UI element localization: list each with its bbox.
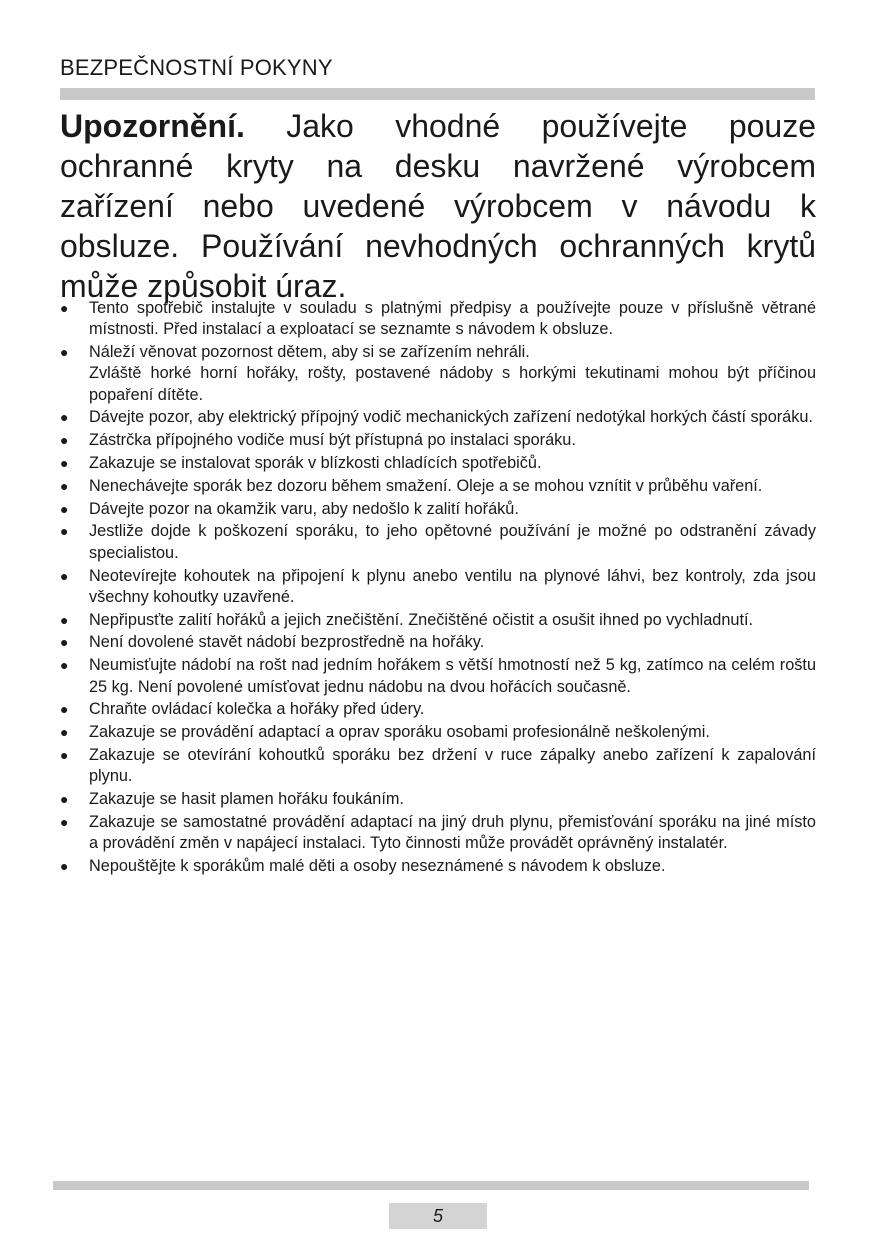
list-item-text: Zakazuje se otevírání kohoutků sporáku bez držení v ruce zápalky anebo zařízení k zapalování plynu. (89, 745, 816, 786)
bullet-icon: ● (60, 701, 69, 718)
list-item (60, 342, 816, 406)
list-item-text: Zakazuje se samostatné provádění adaptací na jiný druh plynu, přemisťování sporáku na jiné místo a provádění změn v napájecí instalaci. Tyto činnosti může provádět oprávněný instalatér. (89, 812, 816, 853)
list-item (60, 430, 816, 451)
list-item (60, 745, 816, 788)
warning-text: Jako vhodné používejte pouze ochranné kryty na desku navržené výrobcem zařízení nebo uvedené výrobcem v návodu k obsluze. Používání nevhodných ochranných krytů může způsobit úraz. (60, 108, 816, 304)
warning-lead: Upozornění. (60, 108, 245, 144)
list-item-text: Neumisťujte nádobí na rošt nad jedním hořákem s větší hmotností než 5 kg, zatímco na celém roštu 25 kg. Není povolené umísťovat jednu nádobu na dvou hořácích současně. (89, 656, 816, 696)
bullet-icon: ● (60, 500, 69, 517)
bullet-icon: ● (60, 455, 69, 472)
list-item (60, 499, 816, 520)
list-item (60, 789, 816, 810)
list-item-text-continued: Zvláště horké horní hořáky, rošty, postavené nádoby s horkými tekutinami mohou být příčinou popaření dítěte. (89, 364, 816, 404)
list-item-text: Zakazuje se instalovat sporák v blízkosti chladících spotřebičů. (89, 454, 542, 473)
list-item (60, 699, 816, 720)
list-item (60, 655, 816, 698)
bullet-icon: ● (60, 432, 69, 449)
bullet-icon: ● (60, 791, 69, 808)
bullet-icon: ● (60, 409, 69, 426)
section-title: BEZPEČNOSTNÍ POKYNY (60, 55, 333, 80)
list-item (60, 407, 816, 428)
list-item-text: Jestliže dojde k poškození sporáku, to jeho opětovné používání je možné po odstranění závady specialistou. (89, 522, 816, 562)
list-item (60, 521, 816, 564)
list-item-text: Chraňte ovládací kolečka a hořáky před údery. (89, 700, 425, 719)
list-item (60, 610, 816, 631)
list-item (60, 476, 816, 497)
list-item-text: Náleží věnovat pozornost dětem, aby si se zařízením nehráli. (89, 343, 530, 362)
page-number: 5 (389, 1203, 487, 1229)
header-divider (60, 88, 815, 100)
list-item-text: Není dovolené stavět nádobí bezprostředně na hořáky. (89, 633, 485, 652)
bullet-icon: ● (60, 724, 69, 741)
list-item (60, 722, 816, 743)
list-item-text: Neotevírejte kohoutek na připojení k plynu anebo ventilu na plynové láhvi, bez kontroly, zda jsou všechny kohoutky uzavřené. (89, 566, 816, 606)
list-item (60, 453, 816, 474)
bullet-icon: ● (60, 523, 69, 540)
list-item (60, 856, 816, 877)
list-item-text: Dávejte pozor, aby elektrický přípojný vodič mechanických zařízení nedotýkal horkých částí sporáku. (89, 408, 813, 427)
bullet-icon: ● (60, 657, 69, 674)
warning-paragraph (60, 106, 816, 306)
list-item (60, 566, 816, 609)
footer-divider (53, 1181, 809, 1190)
bullet-icon: ● (60, 857, 69, 874)
list-item (60, 812, 816, 855)
bullet-icon: ● (60, 477, 69, 494)
bullet-icon: ● (60, 300, 69, 316)
list-item (60, 298, 816, 341)
bullet-icon: ● (60, 611, 69, 628)
list-item-text: Zástrčka přípojného vodiče musí být přístupná po instalaci sporáku. (89, 431, 576, 450)
bullet-icon: ● (60, 344, 69, 361)
list-item (60, 632, 816, 653)
list-item-text: Nepouštějte k sporákům malé děti a osoby neseznámené s návodem k obsluze. (89, 856, 666, 875)
bullet-icon: ● (60, 567, 69, 584)
list-item-text: Nenechávejte sporák bez dozoru během smažení. Oleje a se mohou vznítit v průběhu vaření. (89, 476, 763, 495)
bullet-icon: ● (60, 813, 69, 830)
bullet-icon: ● (60, 746, 69, 763)
list-item-text: Dávejte pozor na okamžik varu, aby nedošlo k zalití hořáků. (89, 499, 519, 518)
list-item-text: Nepřipusťte zalití hořáků a jejich znečištění. Znečištěné očistit a osušit ihned po vychladnutí. (89, 610, 754, 629)
list-item-text: Zakazuje se provádění adaptací a oprav sporáku osobami profesionálně neškolenými. (89, 723, 710, 742)
bullet-icon: ● (60, 634, 69, 651)
safety-instructions-list (60, 298, 816, 879)
list-item-text: Tento spotřebič instalujte v souladu s platnými předpisy a používejte pouze v příslušně větrané místnosti. Před instalací a exploatací se seznamte s návodem k obsluze. (89, 299, 816, 339)
list-item-text: Zakazuje se hasit plamen hořáku foukáním. (89, 790, 404, 809)
